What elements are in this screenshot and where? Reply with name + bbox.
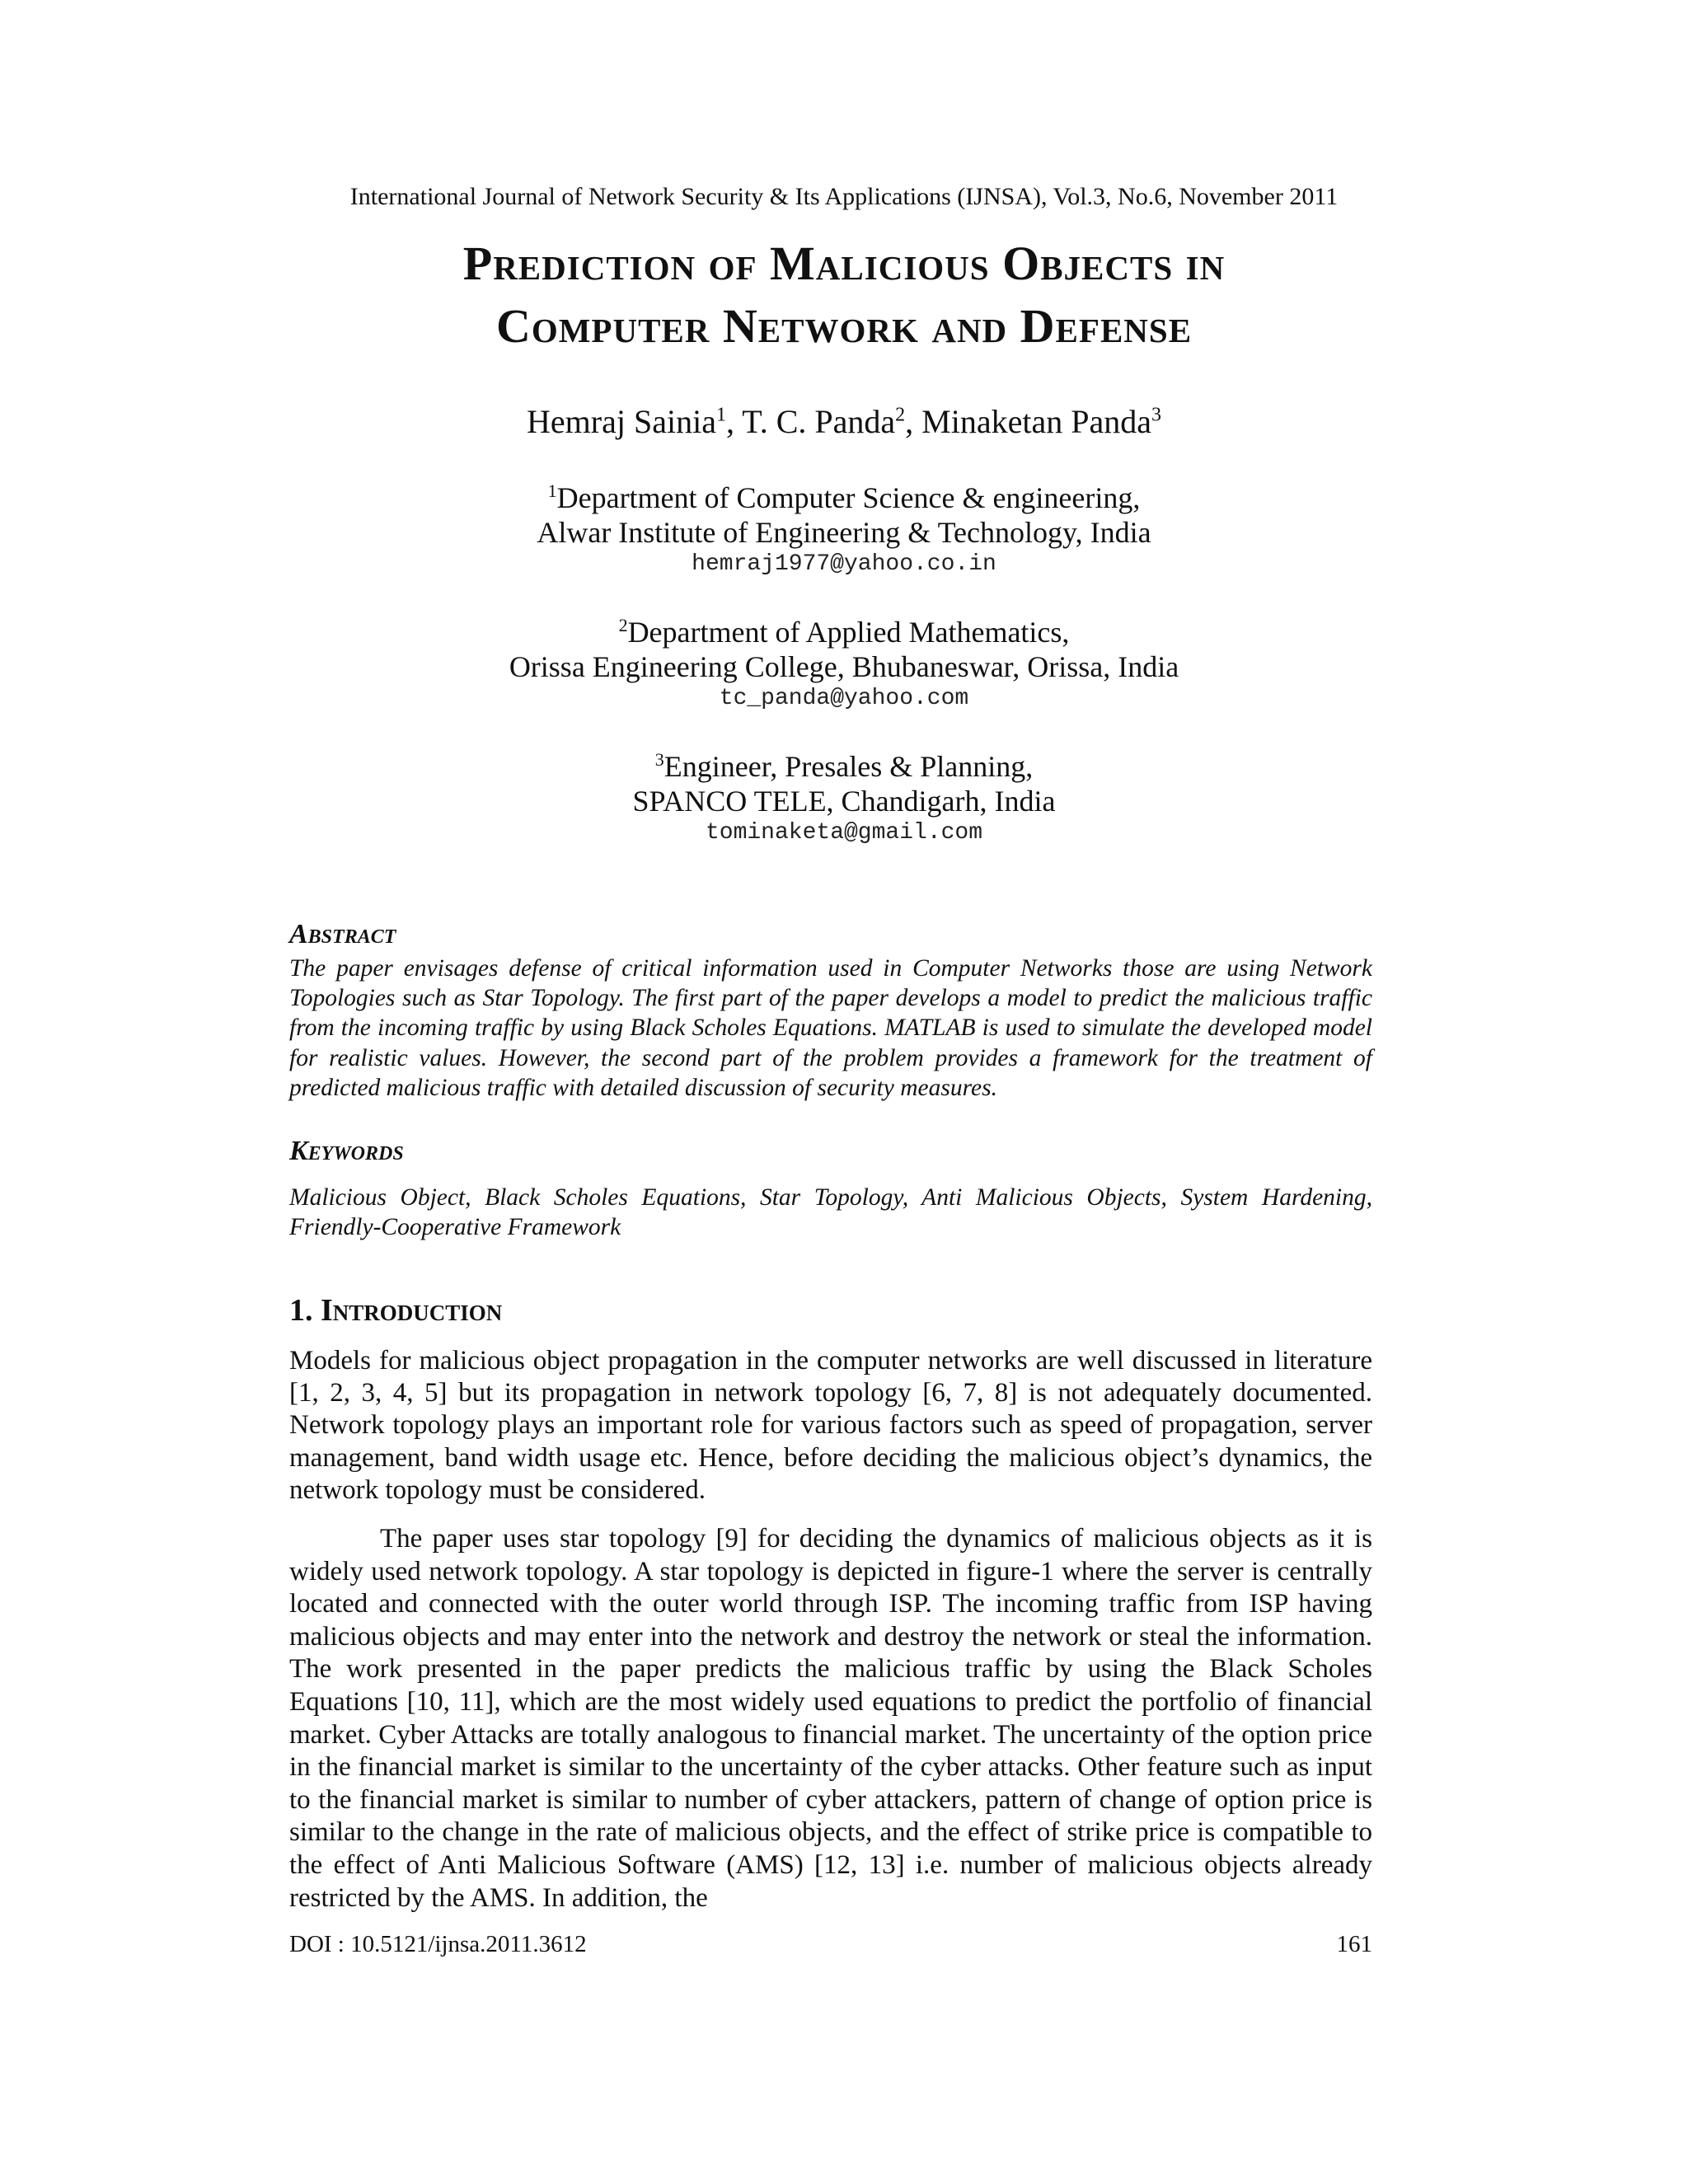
paragraph-text: Models for malicious object propagation in the computer networks are well discussed in literature [1, 2, 3, 4, 5] but its propagation in network topology [6, 7, 8] is not adequately documented. Network topology plays an important role for various factors such as speed of propagation, server management, band width usage etc. Hence, before deciding the malicious object’s dynamics, the network topology must be considered. bbox=[289, 1346, 1372, 1505]
author-affiliation-mark: 3 bbox=[1151, 404, 1161, 426]
affiliation-institution: SPANCO TELE, Chandigarh, India bbox=[632, 785, 1056, 818]
affiliation-mark: 2 bbox=[618, 615, 628, 635]
page-number: 161 bbox=[1336, 1931, 1372, 1957]
paragraph-text: The paper uses star topology [9] for deciding the dynamics of malicious objects as it is widely used network topology. A star topology is depicted in figure-1 where the server is centrally located and connected with the outer world through ISP. The incoming traffic from ISP having malicious objects and may enter into the network and destroy the network or steal the information. The work presented in the paper predicts the malicious traffic by using the Black Scholes Equations [10, 11], which are the most widely used equations to predict the portfolio of financial market. Cyber Attacks are totally analogous to financial market. The uncertainty of the option price in the financial market is similar to the uncertainty of the cyber attacks. Other feature such as input to the financial market is similar to number of cyber attackers, pattern of change of option price is similar to the change in the rate of malicious objects, and the effect of strike price is compatible to the effect of Anti Malicious Software (AMS) [12, 13] i.e. number of malicious objects already restricted by the AMS. In addition, the bbox=[289, 1524, 1372, 1913]
abstract-text: The paper envisages defense of critical information used in Computer Networks those are using Network Topologies such as Star Topology. The first part of the paper develops a model to predict the malicious traffic from the incoming traffic by using Black Scholes Equations. MATLAB is used to simulate the developed model for realistic values. However, the second part of the problem provides a framework for the treatment of predicted malicious traffic with detailed discussion of security measures. bbox=[289, 955, 1372, 1101]
affiliation-institution: Orissa Engineering College, Bhubaneswar, Orissa, India bbox=[509, 650, 1179, 683]
title-line-2: Computer Network and Defense bbox=[495, 299, 1193, 353]
affiliation-1 bbox=[0, 474, 1688, 579]
author-email: tc_panda@yahoo.com bbox=[719, 686, 969, 711]
author-name: Minaketan Panda bbox=[921, 403, 1151, 440]
affiliation-institution: Alwar Institute of Engineering & Technology, India bbox=[537, 516, 1151, 549]
introduction-paragraph-2 bbox=[289, 1523, 1372, 1915]
keywords-text: Malicious Object, Black Scholes Equations, Star Topology, Anti Malicious Objects, System Hardening, Friendly-Cooperative Framework bbox=[289, 1184, 1372, 1240]
page-footer bbox=[289, 1931, 1372, 1958]
author-affiliation-mark: 1 bbox=[715, 404, 726, 426]
author-email: hemraj1977@yahoo.co.in bbox=[692, 551, 996, 577]
paper-title bbox=[0, 232, 1688, 358]
author-name: T. C. Panda bbox=[742, 403, 896, 440]
introduction-heading: 1. Introduction bbox=[289, 1293, 503, 1328]
affiliation-department: Engineer, Presales & Planning, bbox=[663, 750, 1034, 783]
affiliation-2 bbox=[0, 608, 1688, 714]
author-name: Hemraj Sainia bbox=[527, 403, 716, 440]
affiliation-department: Department of Applied Mathematics, bbox=[627, 616, 1070, 649]
affiliation-3 bbox=[0, 743, 1688, 848]
author-list: Hemraj Sainia$^1$, T. C. Panda$^2$, Minaketan Panda$^3$ bbox=[527, 403, 1161, 440]
affiliation-department: Department of Computer Science & engineering, bbox=[556, 481, 1141, 514]
affiliation-mark: 1 bbox=[547, 480, 557, 501]
author-affiliation-mark: 2 bbox=[895, 404, 906, 426]
affiliation-mark: 3 bbox=[654, 749, 664, 770]
introduction-paragraph-1 bbox=[289, 1345, 1372, 1507]
abstract-heading: Abstract bbox=[289, 919, 396, 949]
title-line-1: Prediction of Malicious Objects in bbox=[462, 237, 1226, 290]
keywords-heading: Keywords bbox=[289, 1136, 404, 1166]
doi-label: DOI : 10.5121/ijnsa.2011.3612 bbox=[289, 1931, 587, 1957]
running-header: International Journal of Network Security & Its Applications (IJNSA), Vol.3, No.6, November 2011 bbox=[349, 183, 1339, 210]
author-email: tominaketa@gmail.com bbox=[705, 820, 983, 846]
